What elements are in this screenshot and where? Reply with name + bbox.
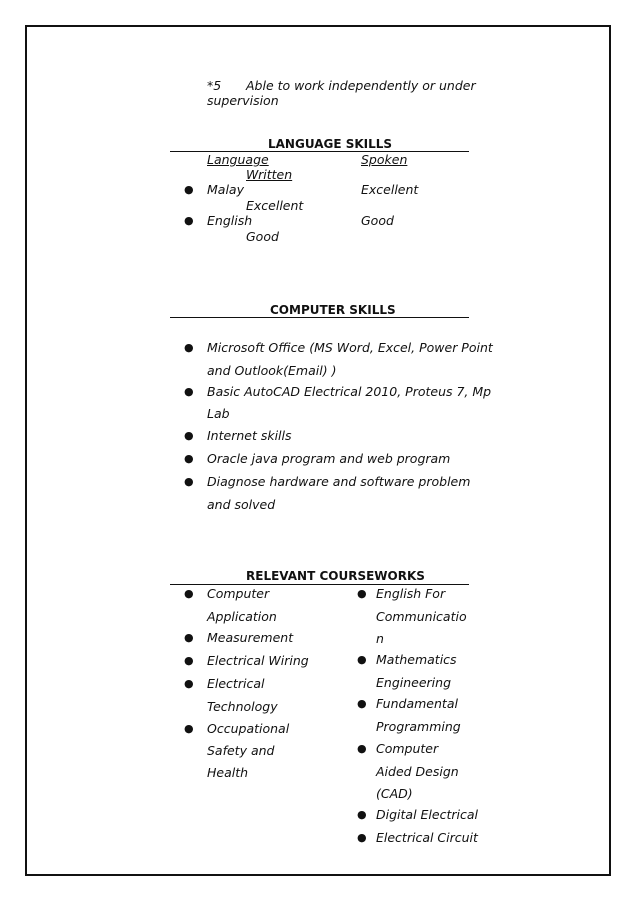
computer-skill-line: Internet skills	[207, 428, 292, 443]
coursework-item: Communicatio	[376, 609, 467, 624]
bullet-icon: ●	[357, 653, 367, 666]
bullet-icon: ●	[357, 697, 367, 710]
computer-skill-line: Oracle java program and web program	[207, 451, 451, 466]
bullet-icon: ●	[184, 429, 194, 442]
coursework-item: Fundamental	[376, 696, 458, 711]
col-written: Written	[246, 167, 293, 182]
language-spoken: Good	[361, 213, 394, 228]
coursework-rule	[170, 584, 469, 585]
coursework-item: Computer	[207, 586, 270, 601]
coursework-heading: RELEVANT COURSEWORKS	[246, 569, 425, 583]
computer-skill-line: Basic AutoCAD Electrical 2010, Proteus 7, Mp	[207, 384, 492, 399]
bullet-icon: ●	[184, 475, 194, 488]
language-written: Good	[246, 229, 279, 244]
coursework-item: Measurement	[207, 630, 294, 645]
bullet-icon: ●	[357, 808, 367, 821]
objective-line-2: supervision	[207, 93, 279, 108]
computer-skills-rule	[170, 317, 469, 318]
bullet-icon: ●	[184, 183, 194, 196]
coursework-item: Aided Design	[376, 764, 459, 779]
bullet-icon: ●	[184, 677, 194, 690]
coursework-item: Technology	[207, 699, 278, 714]
bullet-icon: ●	[184, 341, 194, 354]
bullet-icon: ●	[357, 831, 367, 844]
coursework-item: Digital Electrical	[376, 807, 478, 822]
bullet-icon: ●	[184, 654, 194, 667]
coursework-item: Computer	[376, 741, 439, 756]
coursework-item: English For	[376, 586, 446, 601]
bullet-icon: ●	[357, 587, 367, 600]
bullet-icon: ●	[184, 587, 194, 600]
coursework-item: Engineering	[376, 675, 451, 690]
bullet-icon: ●	[184, 452, 194, 465]
coursework-item: Application	[207, 609, 277, 624]
computer-skill-line: Lab	[207, 406, 230, 421]
language-written: Excellent	[246, 198, 304, 213]
col-language: Language	[207, 152, 269, 167]
computer-skills-heading: COMPUTER SKILLS	[270, 303, 396, 317]
computer-skill-line: and Outlook(Email) )	[207, 363, 337, 378]
language-skills-heading: LANGUAGE SKILLS	[268, 137, 393, 151]
language-name: English	[207, 213, 253, 228]
bullet-icon: ●	[184, 631, 194, 644]
coursework-item: Electrical Circuit	[376, 830, 478, 845]
bullet-icon: ●	[184, 722, 194, 735]
coursework-item: Programming	[376, 719, 461, 734]
computer-skill-line: Microsoft Office (MS Word, Excel, Power Point	[207, 340, 493, 355]
language-spoken: Excellent	[361, 182, 419, 197]
coursework-item: Safety and	[207, 743, 275, 758]
coursework-item: Electrical Wiring	[207, 653, 309, 668]
coursework-item: Mathematics	[376, 652, 457, 667]
coursework-item: Occupational	[207, 721, 290, 736]
objective-marker: *5	[207, 78, 222, 93]
coursework-item: n	[376, 631, 384, 646]
objective-line-1: Able to work independently or under	[246, 78, 476, 93]
computer-skill-line: Diagnose hardware and software problem	[207, 474, 471, 489]
bullet-icon: ●	[184, 214, 194, 227]
coursework-item: Electrical	[207, 676, 265, 691]
bullet-icon: ●	[184, 385, 194, 398]
bullet-icon: ●	[357, 742, 367, 755]
computer-skill-line: and solved	[207, 497, 276, 512]
col-spoken: Spoken	[361, 152, 408, 167]
language-name: Malay	[207, 182, 244, 197]
coursework-item: (CAD)	[376, 786, 413, 801]
coursework-item: Health	[207, 765, 249, 780]
